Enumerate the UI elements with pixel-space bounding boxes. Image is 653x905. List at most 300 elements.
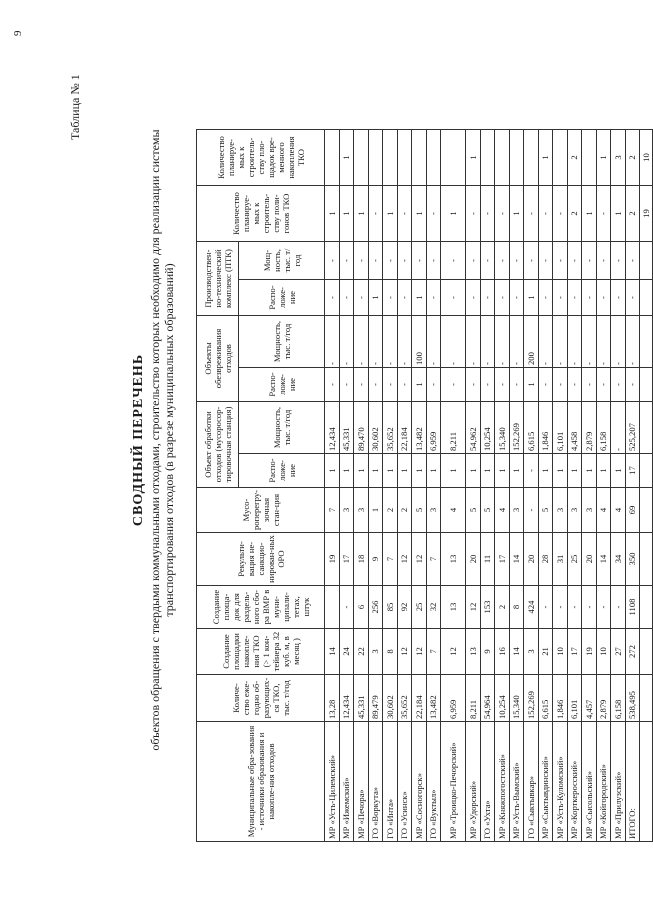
table-row <box>495 130 510 842</box>
cell-separate: 85 <box>383 586 398 629</box>
cell-transfer: 3 <box>339 488 354 533</box>
header-ptk-capacity: Мощ-ность, тыс. т/год <box>239 242 325 280</box>
column-number-cell <box>640 722 653 842</box>
cell-municipality: ГО «Воркута» <box>368 722 383 842</box>
total-sites: 272 <box>625 629 640 675</box>
cell-accum-sites <box>368 130 383 186</box>
header-processing-capacity: Мощность, тыс. т/год <box>239 402 325 454</box>
table-row <box>426 130 441 842</box>
cell-transfer: 3 <box>509 488 524 533</box>
column-number-cell: 10 <box>640 130 653 186</box>
cell-processing-location: 1 <box>339 454 354 488</box>
cell-separate <box>325 586 340 629</box>
cell-disposal-capacity: - <box>480 316 495 368</box>
cell-sites: 10 <box>596 629 611 675</box>
cell-ptk-capacity: - <box>596 242 611 280</box>
cell-municipality: ГО «Ухта» <box>480 722 495 842</box>
cell-processing-capacity: 45,331 <box>339 402 354 454</box>
cell-disposal-location: - <box>582 368 597 402</box>
cell-reclaim: 17 <box>339 533 354 586</box>
cell-polygons: 1 <box>582 186 597 242</box>
cell-sites: 10 <box>553 629 568 675</box>
cell-municipality: МР «Сысольский» <box>582 722 597 842</box>
cell-ptk-location: - <box>611 280 626 316</box>
cell-sites: 3 <box>524 629 539 675</box>
cell-sites: 19 <box>582 629 597 675</box>
cell-ptk-location: - <box>538 280 553 316</box>
table-row <box>480 130 495 842</box>
cell-volume: 22,184 <box>412 675 427 722</box>
cell-municipality: МР «Прилузский» <box>611 722 626 842</box>
cell-ptk-capacity: - <box>466 242 481 280</box>
cell-separate: - <box>567 586 582 629</box>
cell-ptk-location: - <box>509 280 524 316</box>
cell-processing-location: 1 <box>354 454 369 488</box>
cell-disposal-capacity: - <box>582 316 597 368</box>
table-row <box>441 130 466 842</box>
cell-separate: 12 <box>466 586 481 629</box>
cell-accum-sites: 2 <box>567 130 582 186</box>
cell-ptk-capacity: - <box>553 242 568 280</box>
cell-municipality: МР «Корткеросский» <box>567 722 582 842</box>
table-row <box>596 130 611 842</box>
cell-ptk-location: - <box>339 280 354 316</box>
cell-disposal-location: - <box>509 368 524 402</box>
cell-polygons: 2 <box>567 186 582 242</box>
cell-volume: 13,482 <box>426 675 441 722</box>
cell-ptk-capacity: - <box>339 242 354 280</box>
cell-municipality: МР «Усть-Куломский» <box>553 722 568 842</box>
summary-table <box>196 129 653 842</box>
cell-disposal-location: - <box>426 368 441 402</box>
cell-processing-location: 1 <box>567 454 582 488</box>
cell-separate: - <box>611 586 626 629</box>
cell-reclaim: 19 <box>325 533 340 586</box>
cell-reclaim: 7 <box>426 533 441 586</box>
cell-disposal-capacity: - <box>538 316 553 368</box>
cell-disposal-location: - <box>538 368 553 402</box>
cell-accum-sites <box>354 130 369 186</box>
table-row <box>567 130 582 842</box>
subtitle-line-1: объектов обращения с твердыми коммунальными отходами, строительство которых необходимо для реализации системы <box>148 129 162 751</box>
cell-sites: 12 <box>441 629 466 675</box>
cell-volume: 6,615 <box>538 675 553 722</box>
cell-accum-sites <box>524 130 539 186</box>
cell-processing-location: 1 <box>509 454 524 488</box>
cell-volume: 4,457 <box>582 675 597 722</box>
cell-processing-location: 1 <box>441 454 466 488</box>
cell-municipality: МР «Усть-Вымский» <box>509 722 524 842</box>
cell-volume: 15,340 <box>509 675 524 722</box>
cell-separate: - <box>339 586 354 629</box>
cell-disposal-location: - <box>383 368 398 402</box>
cell-disposal-capacity: - <box>466 316 481 368</box>
cell-processing-location: - <box>524 454 539 488</box>
header-transfer: Мусо-роперегру-зочная стан-ция <box>197 488 325 533</box>
column-number-cell <box>640 242 653 280</box>
cell-processing-capacity: 89,470 <box>354 402 369 454</box>
total-municipality: ИТОГО: <box>625 722 640 842</box>
cell-separate: 2 <box>495 586 510 629</box>
cell-sites: 17 <box>567 629 582 675</box>
header-mo: Муниципальные обра-зования - источники образования и накопле-ния отходов <box>197 722 325 842</box>
cell-sites: 14 <box>325 629 340 675</box>
cell-disposal-capacity: - <box>509 316 524 368</box>
cell-accum-sites <box>509 130 524 186</box>
cell-ptk-location: 1 <box>412 280 427 316</box>
cell-sites: 13 <box>466 629 481 675</box>
cell-transfer: 4 <box>611 488 626 533</box>
cell-polygons: - <box>538 186 553 242</box>
cell-accum-sites <box>441 130 466 186</box>
cell-reclaim: 12 <box>397 533 412 586</box>
cell-processing-capacity: 6,615 <box>524 402 539 454</box>
cell-ptk-capacity: - <box>567 242 582 280</box>
cell-accum-sites <box>325 130 340 186</box>
cell-reclaim: 12 <box>412 533 427 586</box>
cell-polygons: - <box>466 186 481 242</box>
cell-reclaim: 28 <box>538 533 553 586</box>
column-number-cell <box>640 586 653 629</box>
cell-reclaim: 7 <box>383 533 398 586</box>
cell-accum-sites: 3 <box>611 130 626 186</box>
cell-disposal-capacity: - <box>495 316 510 368</box>
cell-accum-sites <box>495 130 510 186</box>
cell-processing-location: 1 <box>495 454 510 488</box>
column-number-cell <box>640 368 653 402</box>
cell-accum-sites: 1 <box>339 130 354 186</box>
cell-ptk-location: - <box>495 280 510 316</box>
cell-ptk-location: - <box>441 280 466 316</box>
cell-disposal-capacity: - <box>426 316 441 368</box>
cell-processing-capacity: 15,340 <box>495 402 510 454</box>
cell-disposal-location: - <box>325 368 340 402</box>
cell-ptk-location: - <box>325 280 340 316</box>
cell-municipality: МР «Печора» <box>354 722 369 842</box>
header-ptk: Производствен-но-технический комплекс (ПТК) <box>197 242 239 316</box>
cell-sites: 16 <box>495 629 510 675</box>
cell-ptk-location: - <box>383 280 398 316</box>
cell-sites: 12 <box>412 629 427 675</box>
cell-volume: 1,846 <box>553 675 568 722</box>
cell-separate: 32 <box>426 586 441 629</box>
cell-municipality: ГО «Сыктывкар» <box>524 722 539 842</box>
cell-processing-location: 1 <box>383 454 398 488</box>
cell-processing-capacity: 22,184 <box>397 402 412 454</box>
header-disposal-location: Распо-ложе-ние <box>239 368 325 402</box>
total-volume: 538,495 <box>625 675 640 722</box>
cell-polygons: 1 <box>383 186 398 242</box>
cell-accum-sites <box>412 130 427 186</box>
cell-sites: 21 <box>538 629 553 675</box>
page-number: 9 <box>12 30 24 36</box>
total-reclaim: 350 <box>625 533 640 586</box>
cell-reclaim: 20 <box>524 533 539 586</box>
cell-processing-location: 1 <box>582 454 597 488</box>
cell-reclaim: 34 <box>611 533 626 586</box>
cell-separate: 424 <box>524 586 539 629</box>
cell-polygons: 1 <box>509 186 524 242</box>
cell-disposal-location: - <box>441 368 466 402</box>
cell-transfer: 1 <box>368 488 383 533</box>
cell-volume: 30,602 <box>383 675 398 722</box>
cell-transfer: 5 <box>412 488 427 533</box>
cell-transfer: 3 <box>426 488 441 533</box>
cell-municipality: МР «Княжпогостский» <box>495 722 510 842</box>
table-number: Таблица № 1 <box>68 74 82 140</box>
table-row <box>611 130 626 842</box>
cell-transfer: - <box>524 488 539 533</box>
cell-ptk-location: - <box>480 280 495 316</box>
table-row <box>553 130 568 842</box>
cell-separate: 8 <box>509 586 524 629</box>
total-processing-location: 17 <box>625 454 640 488</box>
cell-disposal-location: - <box>368 368 383 402</box>
cell-disposal-capacity: - <box>339 316 354 368</box>
cell-transfer: 4 <box>596 488 611 533</box>
table-row <box>397 130 412 842</box>
cell-transfer: 3 <box>582 488 597 533</box>
header-sites: Создание площадки накопле-ния ТКО (> 1 кон-тейнера 32 куб. м, в месяц ) <box>197 629 325 675</box>
cell-disposal-location: 1 <box>412 368 427 402</box>
cell-transfer: 3 <box>567 488 582 533</box>
cell-reclaim: 25 <box>567 533 582 586</box>
cell-municipality: МР «Койгородский» <box>596 722 611 842</box>
cell-sites: 24 <box>339 629 354 675</box>
cell-municipality: МР «Ижемский» <box>339 722 354 842</box>
subtitle-line-2: транспортирования отходов (в разрезе муниципальных образований) <box>162 263 176 617</box>
cell-processing-capacity: 10,254 <box>480 402 495 454</box>
cell-ptk-location: - <box>582 280 597 316</box>
cell-separate: 153 <box>480 586 495 629</box>
cell-sites: 22 <box>354 629 369 675</box>
cell-disposal-capacity: - <box>383 316 398 368</box>
cell-sites: 14 <box>509 629 524 675</box>
cell-disposal-capacity: - <box>354 316 369 368</box>
total-accum-sites: 2 <box>625 130 640 186</box>
cell-processing-location: 1 <box>412 454 427 488</box>
cell-municipality: ГО «Вуктыл» <box>426 722 441 842</box>
cell-reclaim: 11 <box>480 533 495 586</box>
column-number-cell <box>640 280 653 316</box>
cell-transfer: 4 <box>495 488 510 533</box>
table-row <box>354 130 369 842</box>
cell-processing-capacity: 152,269 <box>509 402 524 454</box>
table-row <box>383 130 398 842</box>
cell-volume: 54,964 <box>480 675 495 722</box>
cell-ptk-capacity: - <box>441 242 466 280</box>
cell-sites: 7 <box>426 629 441 675</box>
cell-polygons: - <box>480 186 495 242</box>
cell-ptk-location: - <box>466 280 481 316</box>
cell-polygons: 1 <box>441 186 466 242</box>
cell-separate: - <box>596 586 611 629</box>
cell-municipality: ГО «Инта» <box>383 722 398 842</box>
table-row <box>368 130 383 842</box>
cell-reclaim: 13 <box>441 533 466 586</box>
cell-accum-sites <box>480 130 495 186</box>
table-body <box>325 130 653 842</box>
cell-processing-location: 1 <box>538 454 553 488</box>
cell-processing-capacity: 30,602 <box>368 402 383 454</box>
cell-municipality: МР «Сосногорск» <box>412 722 427 842</box>
cell-sites: 3 <box>368 629 383 675</box>
header-ptk-location: Распо-ложе-ние <box>239 280 325 316</box>
cell-sites: 9 <box>480 629 495 675</box>
cell-reclaim: 31 <box>553 533 568 586</box>
cell-municipality: МР «Троицко-Печорский» <box>441 722 466 842</box>
cell-transfer: 5 <box>466 488 481 533</box>
cell-ptk-capacity: - <box>325 242 340 280</box>
cell-sites: 27 <box>611 629 626 675</box>
total-disposal-location: - <box>625 368 640 402</box>
cell-accum-sites <box>426 130 441 186</box>
total-separate: 1108 <box>625 586 640 629</box>
cell-disposal-location: - <box>611 368 626 402</box>
cell-disposal-location: - <box>466 368 481 402</box>
cell-reclaim: 17 <box>495 533 510 586</box>
cell-accum-sites <box>383 130 398 186</box>
cell-processing-location: 1 <box>466 454 481 488</box>
cell-polygons: 1 <box>325 186 340 242</box>
cell-polygons: 1 <box>611 186 626 242</box>
table-row <box>538 130 553 842</box>
cell-processing-capacity: - <box>611 402 626 454</box>
cell-transfer: 5 <box>538 488 553 533</box>
total-disposal-capacity: - <box>625 316 640 368</box>
column-number-cell: 19 <box>640 186 653 242</box>
cell-municipality: МР «Удорский» <box>466 722 481 842</box>
cell-disposal-capacity: 100 <box>412 316 427 368</box>
cell-ptk-capacity: - <box>495 242 510 280</box>
cell-separate: 6 <box>354 586 369 629</box>
cell-ptk-capacity: - <box>426 242 441 280</box>
cell-processing-capacity: 54,962 <box>466 402 481 454</box>
cell-ptk-location: - <box>397 280 412 316</box>
cell-disposal-capacity: - <box>611 316 626 368</box>
cell-sites: 12 <box>397 629 412 675</box>
cell-transfer: 7 <box>325 488 340 533</box>
cell-municipality: ГО «Усинск» <box>397 722 412 842</box>
cell-volume: 35,652 <box>397 675 412 722</box>
header-disposal-capacity: Мощность, тыс. т/год <box>239 316 325 368</box>
cell-ptk-capacity: - <box>480 242 495 280</box>
cell-polygons: - <box>368 186 383 242</box>
cell-accum-sites <box>582 130 597 186</box>
total-ptk-capacity: - <box>625 242 640 280</box>
cell-disposal-location: - <box>553 368 568 402</box>
cell-ptk-capacity: - <box>412 242 427 280</box>
table-row <box>339 130 354 842</box>
cell-volume: 6,101 <box>567 675 582 722</box>
cell-disposal-location: - <box>339 368 354 402</box>
cell-disposal-capacity: - <box>325 316 340 368</box>
cell-volume: 45,331 <box>354 675 369 722</box>
cell-volume: 89,479 <box>368 675 383 722</box>
cell-transfer: 2 <box>383 488 398 533</box>
cell-processing-capacity: 6,101 <box>553 402 568 454</box>
cell-volume: 10,254 <box>495 675 510 722</box>
cell-polygons: 1 <box>339 186 354 242</box>
cell-reclaim: 9 <box>368 533 383 586</box>
cell-reclaim: 14 <box>596 533 611 586</box>
header-reclaim: Рекульти-вация не-санкцио-нирован-ных ОРО <box>197 533 325 586</box>
cell-separate: - <box>582 586 597 629</box>
column-number-cell <box>640 675 653 722</box>
cell-processing-capacity: 13,482 <box>412 402 427 454</box>
table-row <box>509 130 524 842</box>
cell-disposal-location: - <box>567 368 582 402</box>
cell-separate: 92 <box>397 586 412 629</box>
cell-disposal-capacity: - <box>567 316 582 368</box>
column-number-cell <box>640 629 653 675</box>
cell-ptk-location: - <box>567 280 582 316</box>
cell-processing-capacity: 35,652 <box>383 402 398 454</box>
cell-accum-sites <box>397 130 412 186</box>
cell-processing-capacity: 1,846 <box>538 402 553 454</box>
cell-processing-capacity: 2,879 <box>582 402 597 454</box>
cell-disposal-capacity: - <box>397 316 412 368</box>
cell-disposal-location: - <box>397 368 412 402</box>
cell-processing-location: 1 <box>480 454 495 488</box>
cell-disposal-location: - <box>480 368 495 402</box>
cell-polygons: - <box>596 186 611 242</box>
cell-processing-location: 1 <box>426 454 441 488</box>
cell-ptk-capacity: - <box>582 242 597 280</box>
column-number-cell <box>640 533 653 586</box>
cell-processing-location: 1 <box>368 454 383 488</box>
cell-ptk-location: - <box>354 280 369 316</box>
cell-disposal-location: 1 <box>524 368 539 402</box>
cell-ptk-capacity: - <box>611 242 626 280</box>
cell-transfer: 2 <box>397 488 412 533</box>
cell-polygons: 1 <box>354 186 369 242</box>
cell-polygons: - <box>397 186 412 242</box>
cell-disposal-location: - <box>495 368 510 402</box>
cell-volume: 8,211 <box>466 675 481 722</box>
column-number-cell <box>640 488 653 533</box>
table-row <box>466 130 481 842</box>
cell-disposal-capacity: - <box>441 316 466 368</box>
cell-transfer: 4 <box>441 488 466 533</box>
cell-polygons: - <box>495 186 510 242</box>
table-row <box>325 130 340 842</box>
cell-accum-sites: 1 <box>596 130 611 186</box>
cell-processing-capacity: 8,211 <box>441 402 466 454</box>
header-processing-location: Распо-ложе-ние <box>239 454 325 488</box>
cell-processing-location: 1 <box>611 454 626 488</box>
cell-processing-location: 1 <box>596 454 611 488</box>
cell-volume: 6,158 <box>611 675 626 722</box>
column-number-cell <box>640 454 653 488</box>
cell-ptk-capacity: - <box>397 242 412 280</box>
cell-separate: - <box>538 586 553 629</box>
cell-separate: 256 <box>368 586 383 629</box>
header-separate: Создание площа-док для раздель-ного сбо-ра ВМР в муни-ципали-тетах, штук <box>197 586 325 629</box>
header-processing: Объект обработки отходов (мусоросор-тировочная станция) <box>197 402 239 488</box>
cell-processing-location: 1 <box>553 454 568 488</box>
cell-volume: 12,434 <box>339 675 354 722</box>
cell-disposal-capacity: - <box>368 316 383 368</box>
cell-polygons: 1 <box>412 186 427 242</box>
cell-accum-sites <box>553 130 568 186</box>
table-row <box>412 130 427 842</box>
cell-ptk-capacity: - <box>524 242 539 280</box>
header-accum-sites: Количество планируе-мых к строитель-ству пло-щадок вре-менного накопления ТКО <box>197 130 325 186</box>
cell-volume: 13,28 <box>325 675 340 722</box>
header-polygons: Количество планируе-мых к строитель-ству поли-гонов ТКО <box>197 186 325 242</box>
cell-disposal-location: - <box>354 368 369 402</box>
